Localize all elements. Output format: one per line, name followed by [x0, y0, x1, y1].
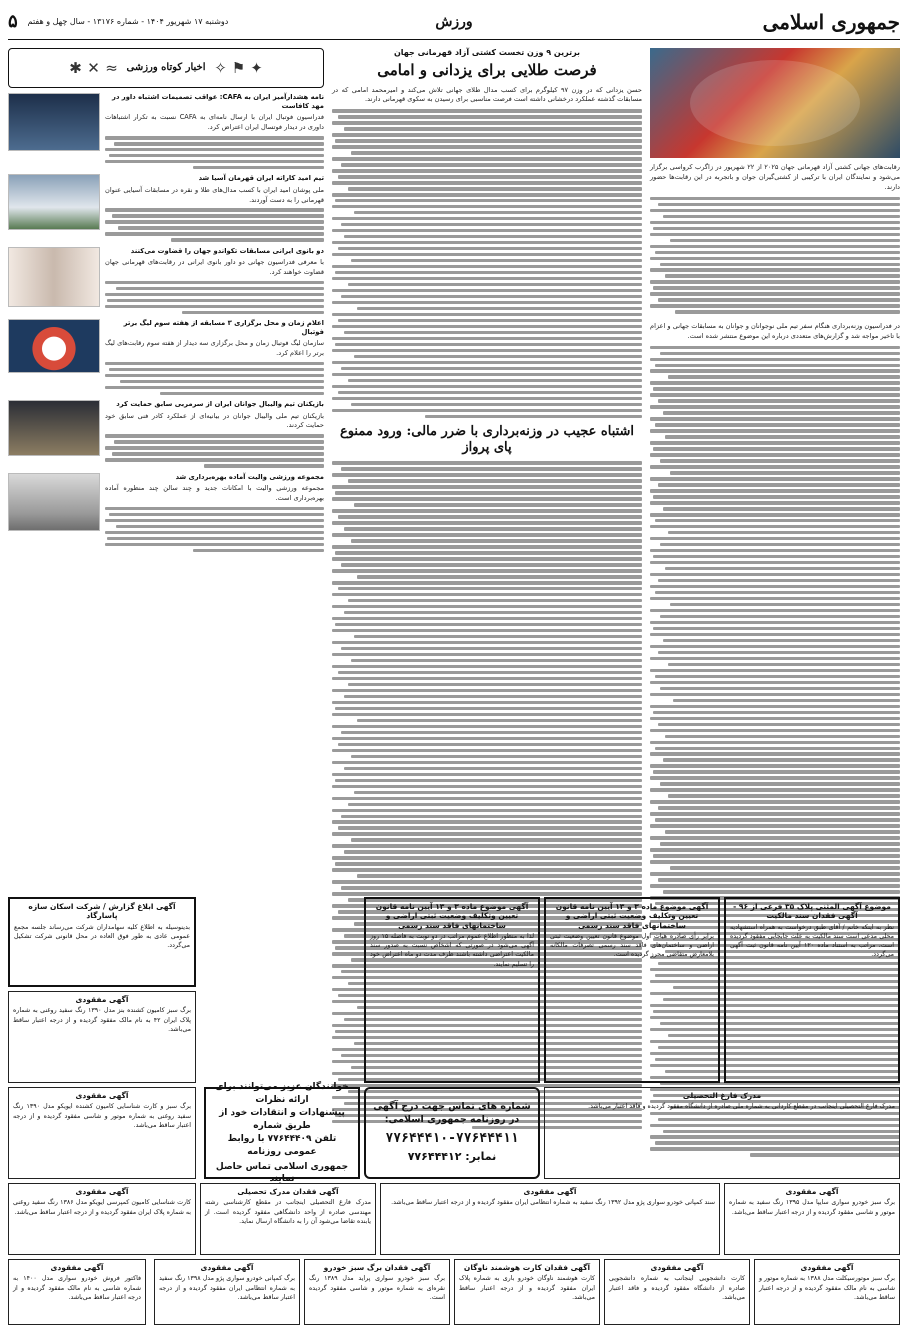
ad-title: آگهی مفقودی: [75, 995, 129, 1004]
ad-contact-box: [364, 1087, 540, 1179]
brief-title: تیم امید کاراته ایران قهرمان آسیا شد: [198, 174, 324, 183]
brief-title: نامه هشدارآمیز ایران به CAFA: عواقب تصمیمات اشتباه داور در مهد کافاست: [112, 93, 324, 111]
public-relations-box: [204, 1081, 360, 1185]
newspaper-logo: جمهوری اسلامی: [762, 10, 900, 34]
cyclist-icon: ✧: [214, 58, 227, 77]
brief-title: مجموعه ورزشی والیت آماده بهره‌برداری شد: [175, 472, 324, 481]
ad-text: برابر رأی صادره هیات اول موضوع قانون تعیین وضعیت ثبتی اراضی و ساختمان‌های فاقد سند رسمی تصرفات مالکانه بلامعارض متقاضی محرز گردیده است.: [550, 933, 714, 959]
football-photo: [8, 319, 100, 373]
brief-text: بازیکنان تیم ملی والیبال جوانان در بیانیه‌ای از عملکرد کادر فنی سابق خود حمایت کردند.: [105, 411, 324, 430]
wrestler-icon: ✕: [87, 58, 100, 77]
brief-text: ملی پوشان امید ایران با کسب مدال‌های طلا و نقره در مسابقات آسیایی عنوان قهرمانی را به دست آوردند.: [105, 185, 324, 204]
guide-line4: جمهوری اسلامی تماس حاصل نمایند: [215, 1162, 349, 1185]
brief-title: اعلام زمان و محل برگزاری ۳ مسابقه از هفته سوم لیگ برتر فوتبال: [123, 318, 324, 337]
sports-briefs-title: اخبار کوتاه ورزشی: [126, 62, 206, 74]
brief-text: فدراسیون فوتبال ایران با ارسال نامه‌ای به CAFA نسبت به تکرار اشتباهات داوری در دیدار فوتسال ایران اعتراض کرد.: [105, 113, 324, 132]
ad-title: آگهی مفقودی: [800, 1263, 854, 1272]
brief-item: [8, 93, 324, 169]
ad-text: سند کمپانی خودرو سواری پژو مدل ۱۳۹۲ رنگ سفید به شماره انتظامی ایران مفقود گردیده و از درجه اعتبار ساقط می‌باشد.: [391, 1199, 715, 1207]
brief-text: مجموعه ورزشی والیت با امکانات جدید و چند سالن چند منظوره آماده بهره‌برداری است.: [105, 483, 324, 502]
ad-title: آگهی ابلاغ گزارش / شرکت اسکان سازه پاسارگاد: [28, 902, 176, 921]
classified-ad: [544, 1087, 900, 1179]
lead-kicker: برترین ۹ وزن تخست کشتی آزاد قهرمانی جهان: [393, 48, 581, 57]
classified-ad: [544, 897, 720, 1083]
second-story-text: در فدراسیون وزنه‌برداری هنگام سفر تیم ملی نوجوانان و جوانان به مسابقات جهانی و اعزام با تاخیر مواجه شد و گزارش‌های متعددی درباره این موضوع منتشر شده است.: [650, 321, 900, 340]
ad-title: موضوع آگهی المثنی پلاک ۳۵ فرعی از ۹۶ - آگهی فقدان سند مالکیت: [733, 902, 891, 921]
classified-ad: [754, 1259, 900, 1325]
brief-item: [8, 174, 324, 241]
ad-text: برگ سبز کامیون کشنده بنز مدل ۱۳۹۰ رنگ سفید روغنی به شماره پلاک ایران ۴۲ به نام مالک مفقود گردیده و از درجه اعتبار ساقط می‌باشد.: [13, 1007, 192, 1033]
swimmer-icon: ≈: [105, 58, 118, 77]
ad-text: برگ سبز موتورسیکلت مدل ۱۳۸۸ به شماره موتور و شاسی به نام مالک مفقود گردیده و از درجه اعتبار ساقط می‌باشد.: [759, 1275, 895, 1301]
brief-item: [8, 247, 324, 314]
ad-text: مدرک فارغ التحصیلی اینجانب در مقطع کارشناسی رشته مهندسی صادره از واحد دانشگاهی مفقود گردیده است. از یابنده تقاضا می‌شود آن را به دانشگاه ارسال نماید.: [205, 1199, 371, 1225]
classified-ad: [604, 1259, 750, 1325]
contact-fax: نمابر: ۷۷۶۴۴۴۱۲: [407, 1150, 497, 1164]
ad-text: کارت دانشجویی اینجانب به شماره دانشجویی صادره از دانشگاه مفقود گردیده و فاقد اعتبار می‌باشد.: [609, 1275, 745, 1301]
sports-complex-photo: [8, 473, 100, 531]
contact-line2: در روزنامه جمهوری اسلامی:: [384, 1113, 520, 1125]
contact-line1: شماره های تماس جهت درج آگهی: [373, 1100, 531, 1112]
page-number: ۵: [8, 11, 18, 33]
classified-ad: [8, 1183, 196, 1255]
brief-item: [8, 400, 324, 467]
ad-text: برگ سبز خودرو سواری سایپا مدل ۱۳۹۵ رنگ سفید به شماره موتور و شاسی مفقود گردیده و از درجه اعتبار ساقط می‌باشد.: [729, 1199, 895, 1216]
classified-ad: [724, 897, 900, 1083]
ad-title: آگهی مفقودی: [200, 1263, 254, 1272]
ad-text: بدینوسیله به اطلاع کلیه سهامداران شرکت می‌رساند جلسه مجمع عمومی عادی به طور فوق العاده در محل قانونی شرکت تشکیل می‌گردد.: [14, 923, 190, 949]
lead-story-columns: [332, 109, 642, 418]
ad-title: مدرک فارغ التحصیلی: [682, 1091, 762, 1100]
ad-text: فاکتور فروش خودرو سواری مدل ۱۴۰۰ به شماره شاسی به نام مالک مفقود گردیده و از درجه اعتبار ساقط می‌باشد.: [13, 1275, 142, 1301]
contact-phones: ۷۷۶۴۴۴۱۰-۷۷۶۴۴۴۱۱: [385, 1130, 519, 1146]
classified-ad: [454, 1259, 600, 1325]
ad-title: آگهی موضوع ماده ۳ و ۱۳ آیین نامه قانون تعیین وتکلیف وضعیت ثبتی اراضی و ساختمانهای فاقد سند رسمی: [375, 902, 529, 930]
ad-title: آگهی مفقودی: [785, 1187, 839, 1196]
brief-title: بازیکنان تیم والیبال جوانان ایران از سرمربی سابق حمایت کرد: [116, 400, 324, 409]
classified-ad: [304, 1259, 450, 1325]
karate-photo: [8, 174, 100, 230]
brief-text: با معرفی فدراسیون جهانی دو داور بانوی ایرانی در رقابت‌های قهرمانی جهان قضاوت خواهند کرد.: [105, 257, 324, 276]
brief-item: [8, 319, 324, 395]
ad-text: کارت هوشمند ناوگان خودرو باری به شماره پلاک ایران مفقود گردیده و از درجه اعتبار ساقط می‌باشد.: [459, 1275, 595, 1301]
wrestling-photo: [650, 48, 900, 158]
ad-title: آگهی فقدان کارت هوشمند ناوگان: [463, 1263, 591, 1272]
lead-headline: فرصت طلایی برای یزدانی و امامی: [377, 60, 597, 79]
jumper-icon: ✱: [69, 58, 82, 77]
classified-ad: [724, 1183, 900, 1255]
futsal-photo: [8, 93, 100, 151]
ad-title: آگهی فقدان برگ سبز خودرو: [323, 1263, 431, 1272]
lead-story-column: [332, 48, 642, 892]
page-header: [8, 6, 900, 40]
lead-story-continuation: حسن یزدانی که در وزن ۹۷ کیلوگرم برای کسب مدال طلای جهانی تلاش می‌کند و امیرمحمد امامی که در مسابقات گذشته عملکرد درخشانی داشته است فرصت مناسبی برای رسیدن به سکوی قهرمانی دارند.: [332, 85, 642, 104]
ad-title: آگهی مفقودی: [75, 1187, 129, 1196]
dateline: [8, 10, 228, 34]
section-title: ورزش: [435, 14, 473, 31]
volleyball-photo: [8, 400, 100, 456]
classified-ad: [154, 1259, 300, 1325]
brief-title: دو بانوی ایرانی مسابقات تکواندو جهان را قضاوت می‌کنند: [130, 246, 324, 255]
ad-title: آگهی فقدان مدرک تحصیلی: [237, 1187, 339, 1196]
ad-text: نظر به اینکه خانم / آقای طبق درخواست به همراه استشهادیه محلی مدعی است سند مالکیت به علت جابجایی مفقود گردیده است، مراتب به استناد ماده ۱۲۰ آیین نامه قانون ثبت آگهی می‌گردد.: [730, 923, 894, 959]
ad-text: برگ کمپانی خودرو سواری پژو مدل ۱۳۹۸ رنگ سفید به شماره انتظامی ایران مفقود گردیده و از درجه اعتبار ساقط می‌باشد.: [159, 1275, 295, 1301]
second-story-headline: اشتباه عجیب در وزنه‌برداری با ضرر مالی: ورود ممنوع پای پرواز: [339, 423, 635, 456]
lead-story-intro: رقابت‌های جهانی کشتی آزاد قهرمانی جهان ۲۰۲۵ از ۲۲ شهریور در زاگرب کرواسی برگزار می‌شود و نمایندگان ایران با ترکیبی از کشتی‌گیران جوان و باتجربه در این رقابت‌ها حضور دارند.: [650, 163, 900, 191]
classified-ad: [8, 897, 196, 987]
sports-briefs-column: [8, 48, 324, 892]
classified-ad: [200, 1183, 376, 1255]
runner-icon: ⚑: [231, 58, 246, 77]
lead-story-body: [650, 197, 900, 314]
issue-date: دوشنبه ۱۷ شهریور ۱۴۰۴ - شماره ۱۳۱۷۶ - سال چهل و هفتم: [27, 17, 229, 27]
ad-title: آگهی مفقودی: [650, 1263, 704, 1272]
ad-title: آگهی مفقودی: [75, 1091, 129, 1100]
classifieds-section: [8, 897, 900, 1327]
athlete-icon: ✦: [250, 58, 263, 77]
classified-ad: [364, 897, 540, 1083]
guide-line1: خوانندگان عزیز می‌توانند برای ارائه نظرات: [215, 1081, 349, 1105]
ad-title: آگهی مفقودی: [523, 1187, 577, 1196]
ad-text: کارت شناسایی کامیون کمپرسی ایویکو مدل ۱۳۸۶ رنگ سفید روغنی به شماره پلاک ایران مفقود گردیده و از درجه اعتبار ساقط می‌باشد.: [13, 1199, 192, 1216]
editorial-zone: [8, 48, 900, 892]
ad-text: برگ سبز خودرو سواری پراید مدل ۱۳۸۹ رنگ نقره‌ای به شماره موتور و شاسی مفقود گردیده است.: [309, 1275, 445, 1301]
ad-text: مدرک فارغ التحصیلی اینجانب در مقطع کاردانی به شماره ملی صادره از دانشگاه مفقود گردیده و فاقد اعتبار می‌باشد.: [588, 1103, 895, 1111]
guide-line2: پیشنهادات و انتقادات خود از طریق شماره: [219, 1107, 345, 1131]
brief-item: [8, 473, 324, 552]
classified-ad: [380, 1183, 720, 1255]
ad-title: آگهی موضوع ماده ۳ و ۱۳ آیین نامه قانون تعیین وتکلیف وضعیت ثبتی اراضی و ساختمانهای فاقد سند رسمی: [555, 902, 709, 930]
guide-line3: تلفن ۷۷۶۴۴۴۰۹ با روابط عمومی روزنامه: [227, 1133, 337, 1157]
ad-title: آگهی مفقودی: [50, 1263, 104, 1272]
sports-briefs-banner: [8, 48, 324, 88]
classified-ad: [8, 1087, 196, 1179]
brief-text: سازمان لیگ فوتبال زمان و محل برگزاری سه دیدار از هفته سوم رقابت‌های لیگ برتر را اعلام کرد.: [105, 339, 324, 358]
classified-ad: [8, 1259, 146, 1325]
referees-photo: [8, 247, 100, 307]
ad-text: لذا به منظور اطلاع عموم مراتب در دو نوبت به فاصله ۱۵ روز آگهی می‌شود در صورتی که اشخاص نسبت به صدور سند مالکیت اعتراضی داشته باشند ظرف مدت دو ماه اعتراض خود را تسلیم نمایند.: [370, 933, 534, 968]
ad-text: برگ سبز و کارت شناسایی کامیون کشنده ایویکو مدل ۱۳۹۰ رنگ سفید روغنی به شماره موتور و شاسی مفقود گردیده و از درجه اعتبار ساقط می‌باشد.: [13, 1103, 192, 1129]
lead-photo-column: [650, 48, 900, 892]
classified-ad: [8, 991, 196, 1083]
